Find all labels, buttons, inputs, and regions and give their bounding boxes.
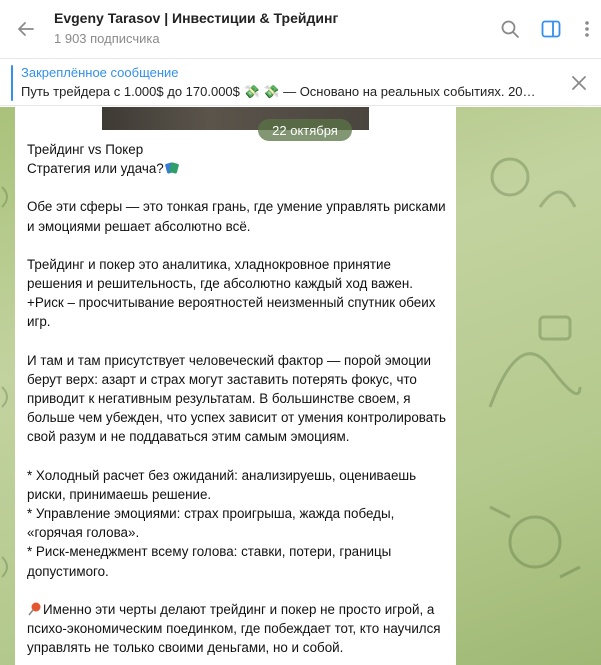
channel-info[interactable] bbox=[54, 10, 338, 46]
chat-header bbox=[0, 0, 601, 58]
sidebar-toggle-icon[interactable] bbox=[539, 17, 563, 41]
channel-title: Evgeny Tarasov | Инвестиции & Трейдинг bbox=[54, 10, 339, 26]
message-paragraph: Трейдинг vs Покер Стратегия или удача? bbox=[27, 140, 447, 178]
doodle-pattern-icon bbox=[0, 127, 15, 627]
doodle-pattern-icon bbox=[470, 307, 590, 427]
close-icon[interactable] bbox=[567, 71, 591, 95]
doodle-pattern-icon bbox=[480, 147, 580, 247]
pinned-message-bar[interactable] bbox=[0, 58, 601, 106]
date-badge: 22 октября bbox=[258, 119, 352, 141]
pinned-accent-bar bbox=[11, 65, 13, 101]
message-paragraph: * Холодный расчет без ожиданий: анализируешь, оцениваешь риски, принимаешь решение. * Управление эмоциями: страх проигрыша, жажда победы, «горячая голова». * Риск-менеджмент всему голова: ставки, потери, границы допустимого. bbox=[27, 467, 417, 579]
message-paragraph: Обе эти сферы — это тонкая грань, где умение управлять рисками и эмоциями решает абсолютно всё. bbox=[27, 199, 446, 234]
more-vertical-icon[interactable] bbox=[575, 17, 599, 41]
poker-chips-icon bbox=[164, 160, 180, 176]
pinned-text: Путь трейдера с 1.000$ до 170.000$ 💸 💸 — Основано на реальных событиях. 20… bbox=[21, 84, 536, 99]
message-image-edge[interactable] bbox=[15, 107, 456, 130]
subscriber-count: 1 903 подписчика bbox=[54, 31, 160, 46]
pinned-title: Закреплённое сообщение bbox=[21, 65, 179, 80]
pin-icon bbox=[27, 601, 43, 617]
search-icon[interactable] bbox=[498, 17, 522, 41]
message-text bbox=[27, 140, 447, 657]
arrow-left-icon[interactable] bbox=[14, 17, 38, 41]
message-paragraph: Именно эти черты делают трейдинг и покер не просто игрой, а психо-экономическим поединком, где побеждает тот, кто научился управлять не только своими деньгами, но и собой. bbox=[27, 601, 441, 656]
doodle-pattern-icon bbox=[480, 487, 590, 597]
message-paragraph: Трейдинг и покер это аналитика, хладнокровное принятие решения и решительность, где абсолютно каждый ход важен. +Риск – просчитывание вероятностей неизменный спутник обеих игр. bbox=[27, 256, 436, 330]
message-paragraph: И там и там присутствует человеческий фактор — порой эмоции берут верх: азарт и страх могут заставить потерять фокус, что приводит к негативным результатам. В большинстве своем, я больше чем убежден, что успех зависит от умения контролировать свой разум и не поддаваться этим самым эмоциям. bbox=[27, 352, 447, 445]
